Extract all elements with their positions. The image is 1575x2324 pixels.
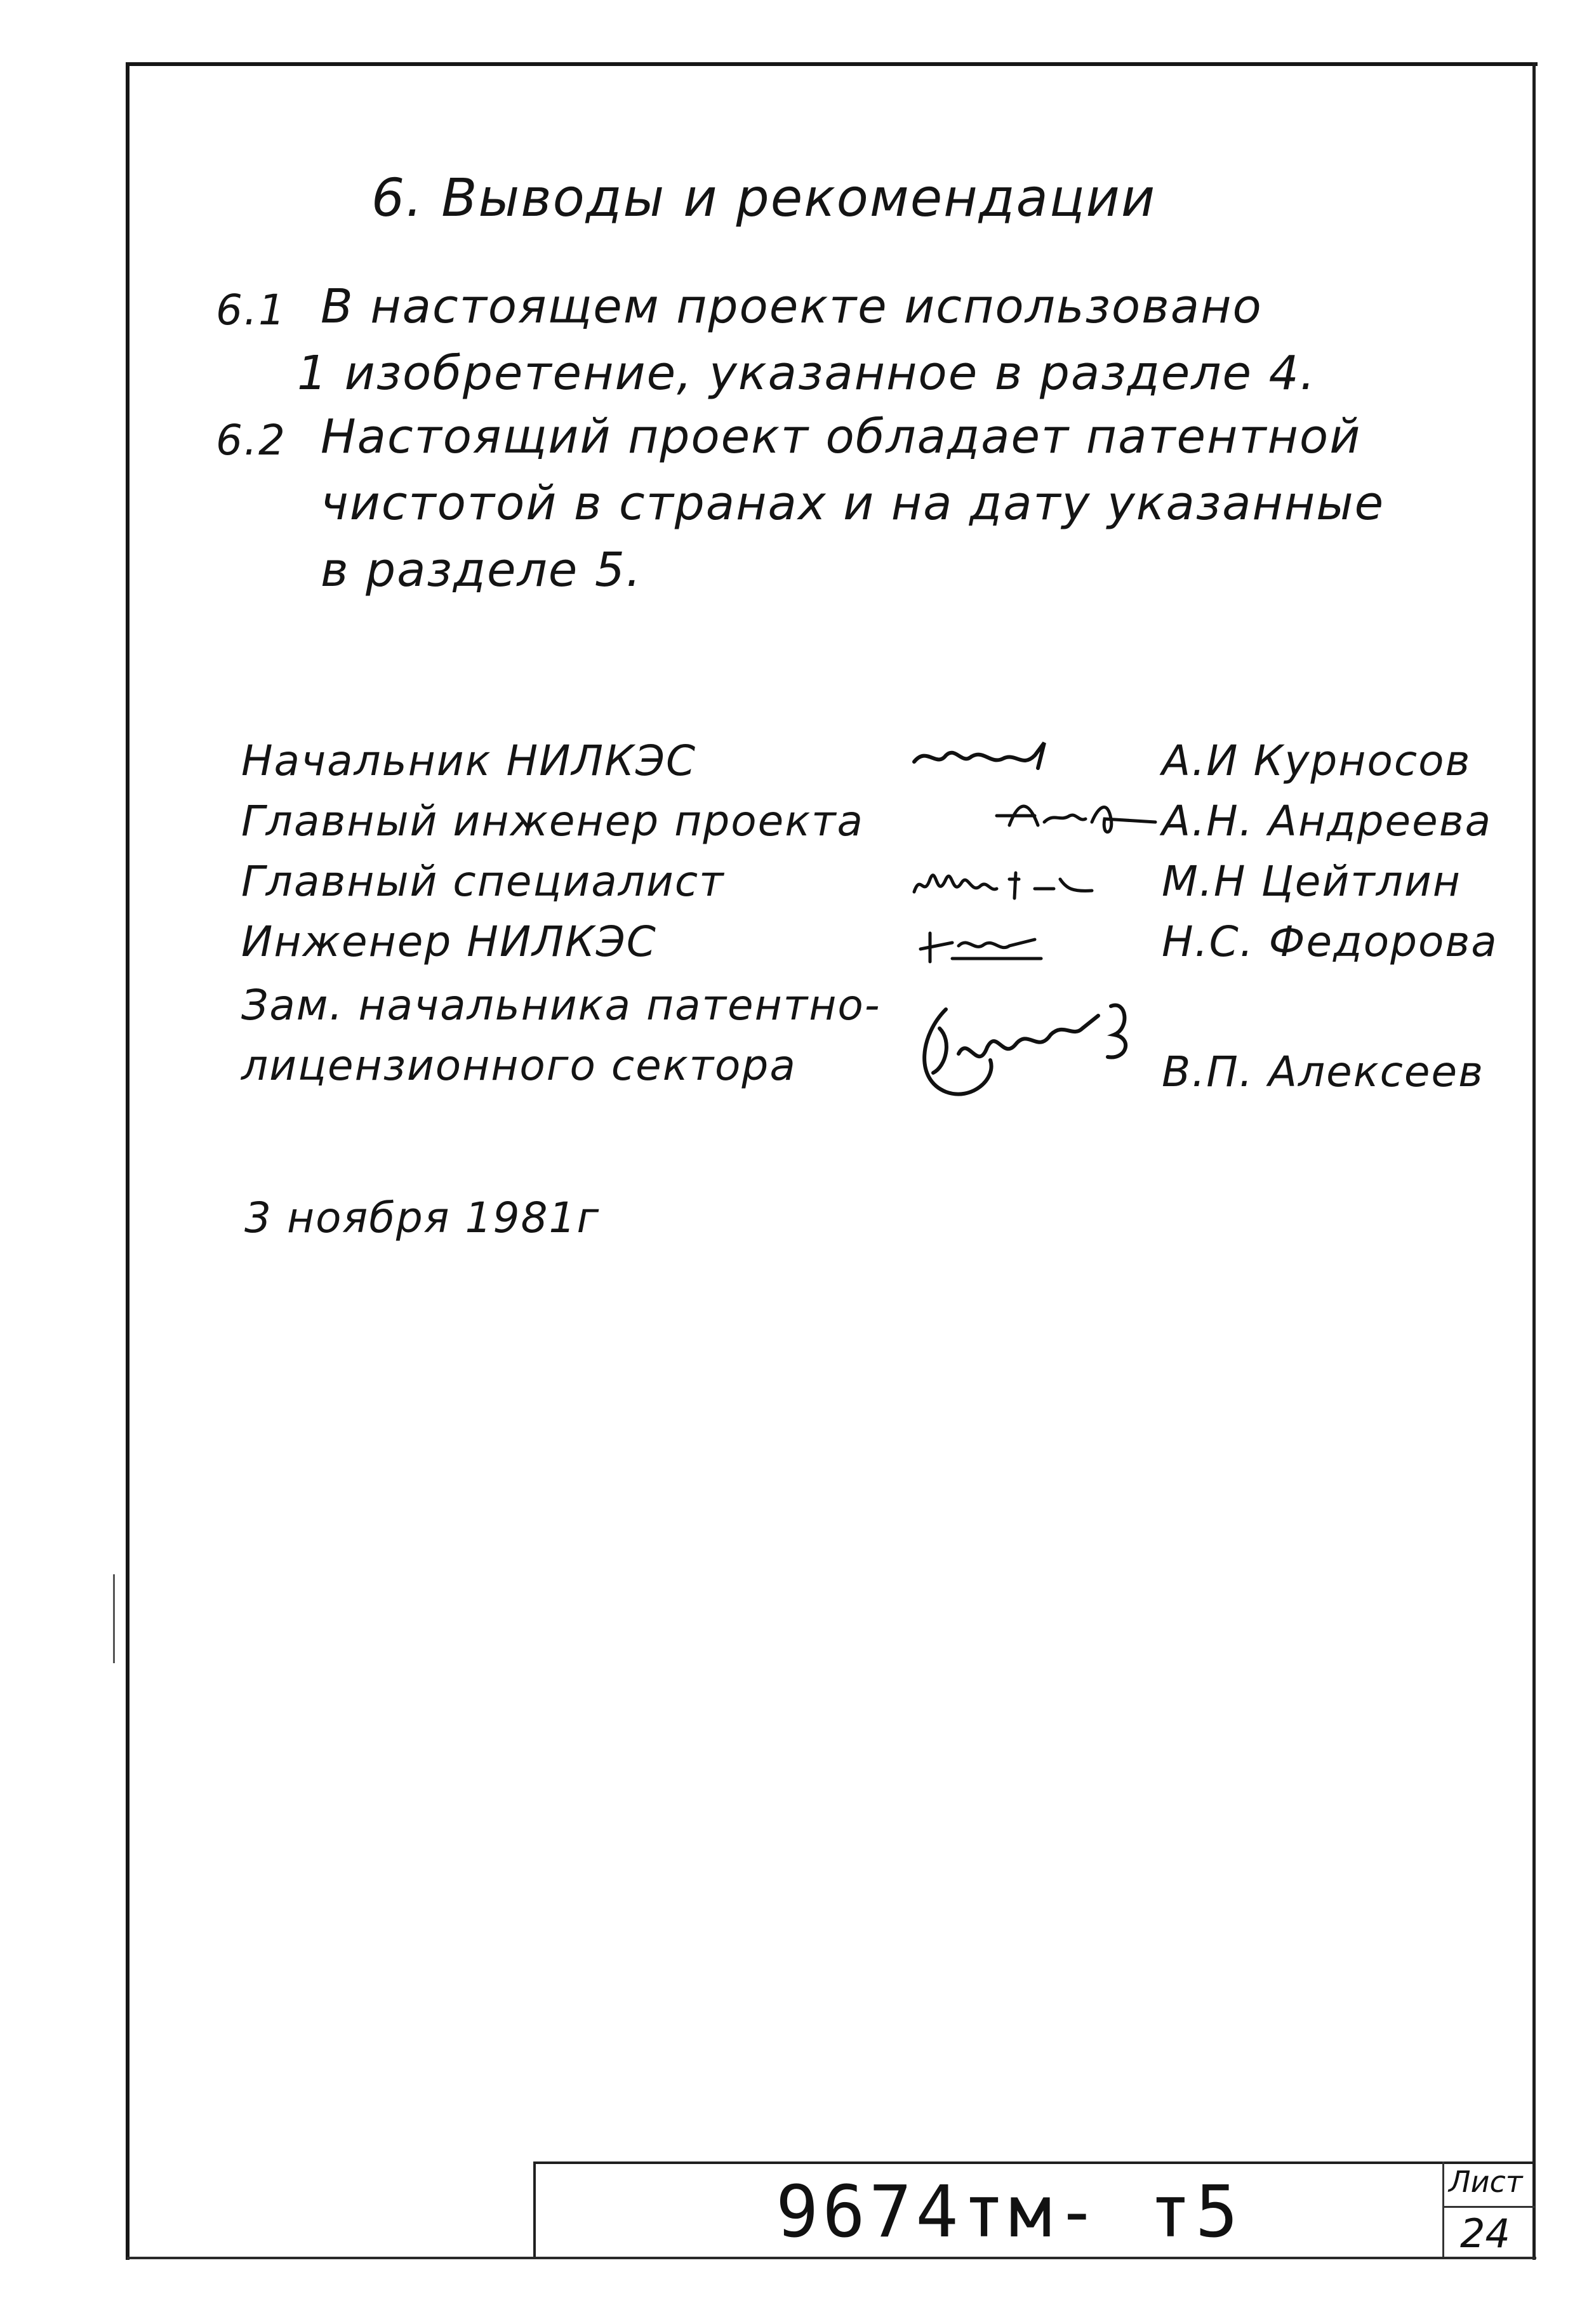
signatory-name: А.Н. Андреева bbox=[1162, 797, 1492, 846]
item-line: 1 изобретение, указанное в разделе 4. bbox=[297, 346, 1317, 401]
signature-mark bbox=[908, 984, 1174, 1111]
signatory-position: Главный специалист bbox=[241, 857, 725, 906]
signatory-name: Н.С. Федорова bbox=[1162, 917, 1498, 966]
title-block-divider bbox=[1442, 2161, 1444, 2257]
signature-mark bbox=[908, 854, 1162, 911]
document-code: 9674тм- т5 bbox=[776, 2171, 1242, 2254]
signatory-name: В.П. Алексеев bbox=[1162, 1047, 1485, 1096]
frame-top-border bbox=[127, 62, 1538, 66]
signatory-position: Зам. начальника патентно- bbox=[241, 981, 881, 1030]
item-number: 6.2 bbox=[216, 416, 286, 465]
section-heading: 6. Выводы и рекомендации bbox=[371, 168, 1157, 229]
signatory-name: А.И Курносов bbox=[1162, 736, 1472, 785]
item-number: 6.1 bbox=[216, 286, 286, 335]
frame-bottom-border bbox=[127, 2257, 1536, 2259]
signatory-name: М.Н Цейтлин bbox=[1162, 857, 1461, 906]
item-line: чистотой в странах и на дату указанные bbox=[321, 476, 1385, 531]
signatory-position: Начальник НИЛКЭС bbox=[241, 736, 697, 785]
document-date: 3 ноября 1981г bbox=[244, 1193, 601, 1242]
signature-mark bbox=[990, 787, 1168, 851]
scan-artifact bbox=[113, 1574, 115, 1663]
item-line: в разделе 5. bbox=[321, 543, 642, 597]
signatory-position: Инженер НИЛКЭС bbox=[241, 917, 657, 966]
item-line: Настоящий проект обладает патентной bbox=[321, 409, 1362, 464]
sheet-label: Лист bbox=[1449, 2165, 1523, 2199]
signature-mark bbox=[914, 914, 1079, 971]
sheet-number: 24 bbox=[1460, 2210, 1510, 2257]
signatory-position: Главный инженер проекта bbox=[241, 797, 864, 846]
title-block-top bbox=[533, 2161, 1535, 2164]
signature-mark bbox=[908, 730, 1073, 787]
frame-right-border bbox=[1532, 62, 1536, 2260]
frame-left-border bbox=[126, 62, 130, 2260]
signatory-position: лицензионного сектора bbox=[241, 1041, 797, 1090]
title-block-left bbox=[533, 2161, 536, 2257]
item-line: В настоящем проекте использовано bbox=[321, 279, 1263, 334]
title-block-mid bbox=[1444, 2206, 1535, 2208]
